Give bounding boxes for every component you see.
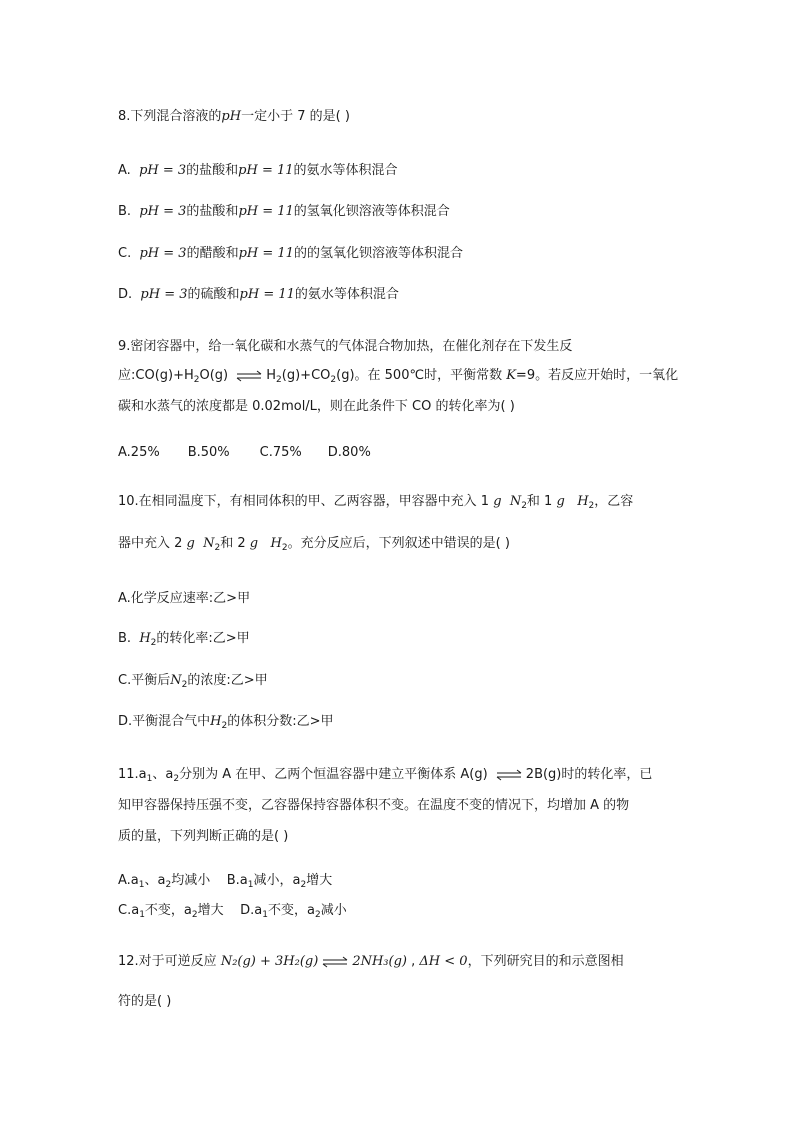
q9-options [118,443,371,463]
q10-option-a[interactable]: A.化学反应速率:乙>甲 [118,591,251,606]
q11-stem-line-3: 质的量，下列判断正确的是( ) [118,829,289,844]
ph-symbol: pH [221,109,242,124]
q11-options-row-1[interactable]: $A.a_1$、$a_2$均减小 $B.a_1$减小，$a_2$增大 [118,873,333,890]
q8-stem: 8.下列混合溶液的pH一定小于 7 的是( ) [118,109,350,124]
q8-option-a[interactable]: A. pH = 3的盐酸和pH = 11的氨水等体积混合 [118,163,398,178]
q8-option-b[interactable]: B. pH = 3的盐酸和pH = 11的氢氧化钡溶液等体积混合 [118,204,450,219]
q10-option-b[interactable]: B. $H_2$的转化率:乙>甲 [118,631,250,648]
q12-stem-line-2: 符的是( ) [118,994,172,1009]
q8-option-c[interactable]: C. pH = 3的醋酸和pH = 11的的氢氧化钡溶液等体积混合 [118,246,463,261]
equilibrium-arrow-icon [495,769,523,781]
equilibrium-arrow-icon [321,956,349,968]
q9-option-a[interactable]: A.25% [118,445,160,460]
q11-stem-line-1: $11.a_1$、$a_2$分别为 A 在甲、乙两个恒温容器中建立平衡体系 A(g) 2B(g)时的转化率，已 [118,767,653,784]
q9-option-d[interactable]: D.80% [327,445,371,460]
q9-stem-line-1: 9.密闭容器中，给一氧化碳和水蒸气的气体混合物加热，在催化剂存在下发生反 [118,339,573,354]
q10-option-d[interactable]: D.平衡混合气中$H_2$的体积分数:乙>甲 [118,714,334,731]
q11-stem-line-2: 知甲容器保持压强不变，乙容器保持容器体积不变。在温度不变的情况下，均增加 A 的物 [118,798,630,813]
equilibrium-arrow-icon [235,370,263,382]
q12-stem-line-1: 12.对于可逆反应 N₂(g) + 3H₂(g) 2NH₃(g) , ΔH < 0，下列研究目的和示意图相 [118,954,624,969]
q10-option-c[interactable]: C.平衡后$N_2$的浓度:乙>甲 [118,673,268,690]
q10-stem-line-1: 10.在相同温度下，有相同体积的甲、乙两容器，甲容器中充入 1 g $N_2$和 1 g $H_2$，乙容 [118,494,634,511]
q9-option-c[interactable]: C.75% [259,445,302,460]
q9-stem-line-2: 应$:CO(g)+H_2O(g)$ $H_2(g)+CO_2(g)$。在 500℃时，平衡常数 K=9。若反应开始时，一氧化 [118,368,679,385]
q9-stem-line-3: 碳和水蒸气的浓度都是 0.02mol/L，则在此条件下 CO 的转化率为( ) [118,399,515,414]
q8-option-d[interactable]: D. pH = 3的硫酸和pH = 11的氨水等体积混合 [118,287,399,302]
q10-stem-line-2: 器中充入 2 g $N_2$和 2 g $H_2$。充分反应后，下列叙述中错误的是( ) [118,536,510,553]
q9-option-b[interactable]: B.50% [187,445,230,460]
q11-options-row-2[interactable]: $C.a_1$不变，$a_2$增大 $D.a_1$不变，$a_2$减小 [118,903,347,920]
